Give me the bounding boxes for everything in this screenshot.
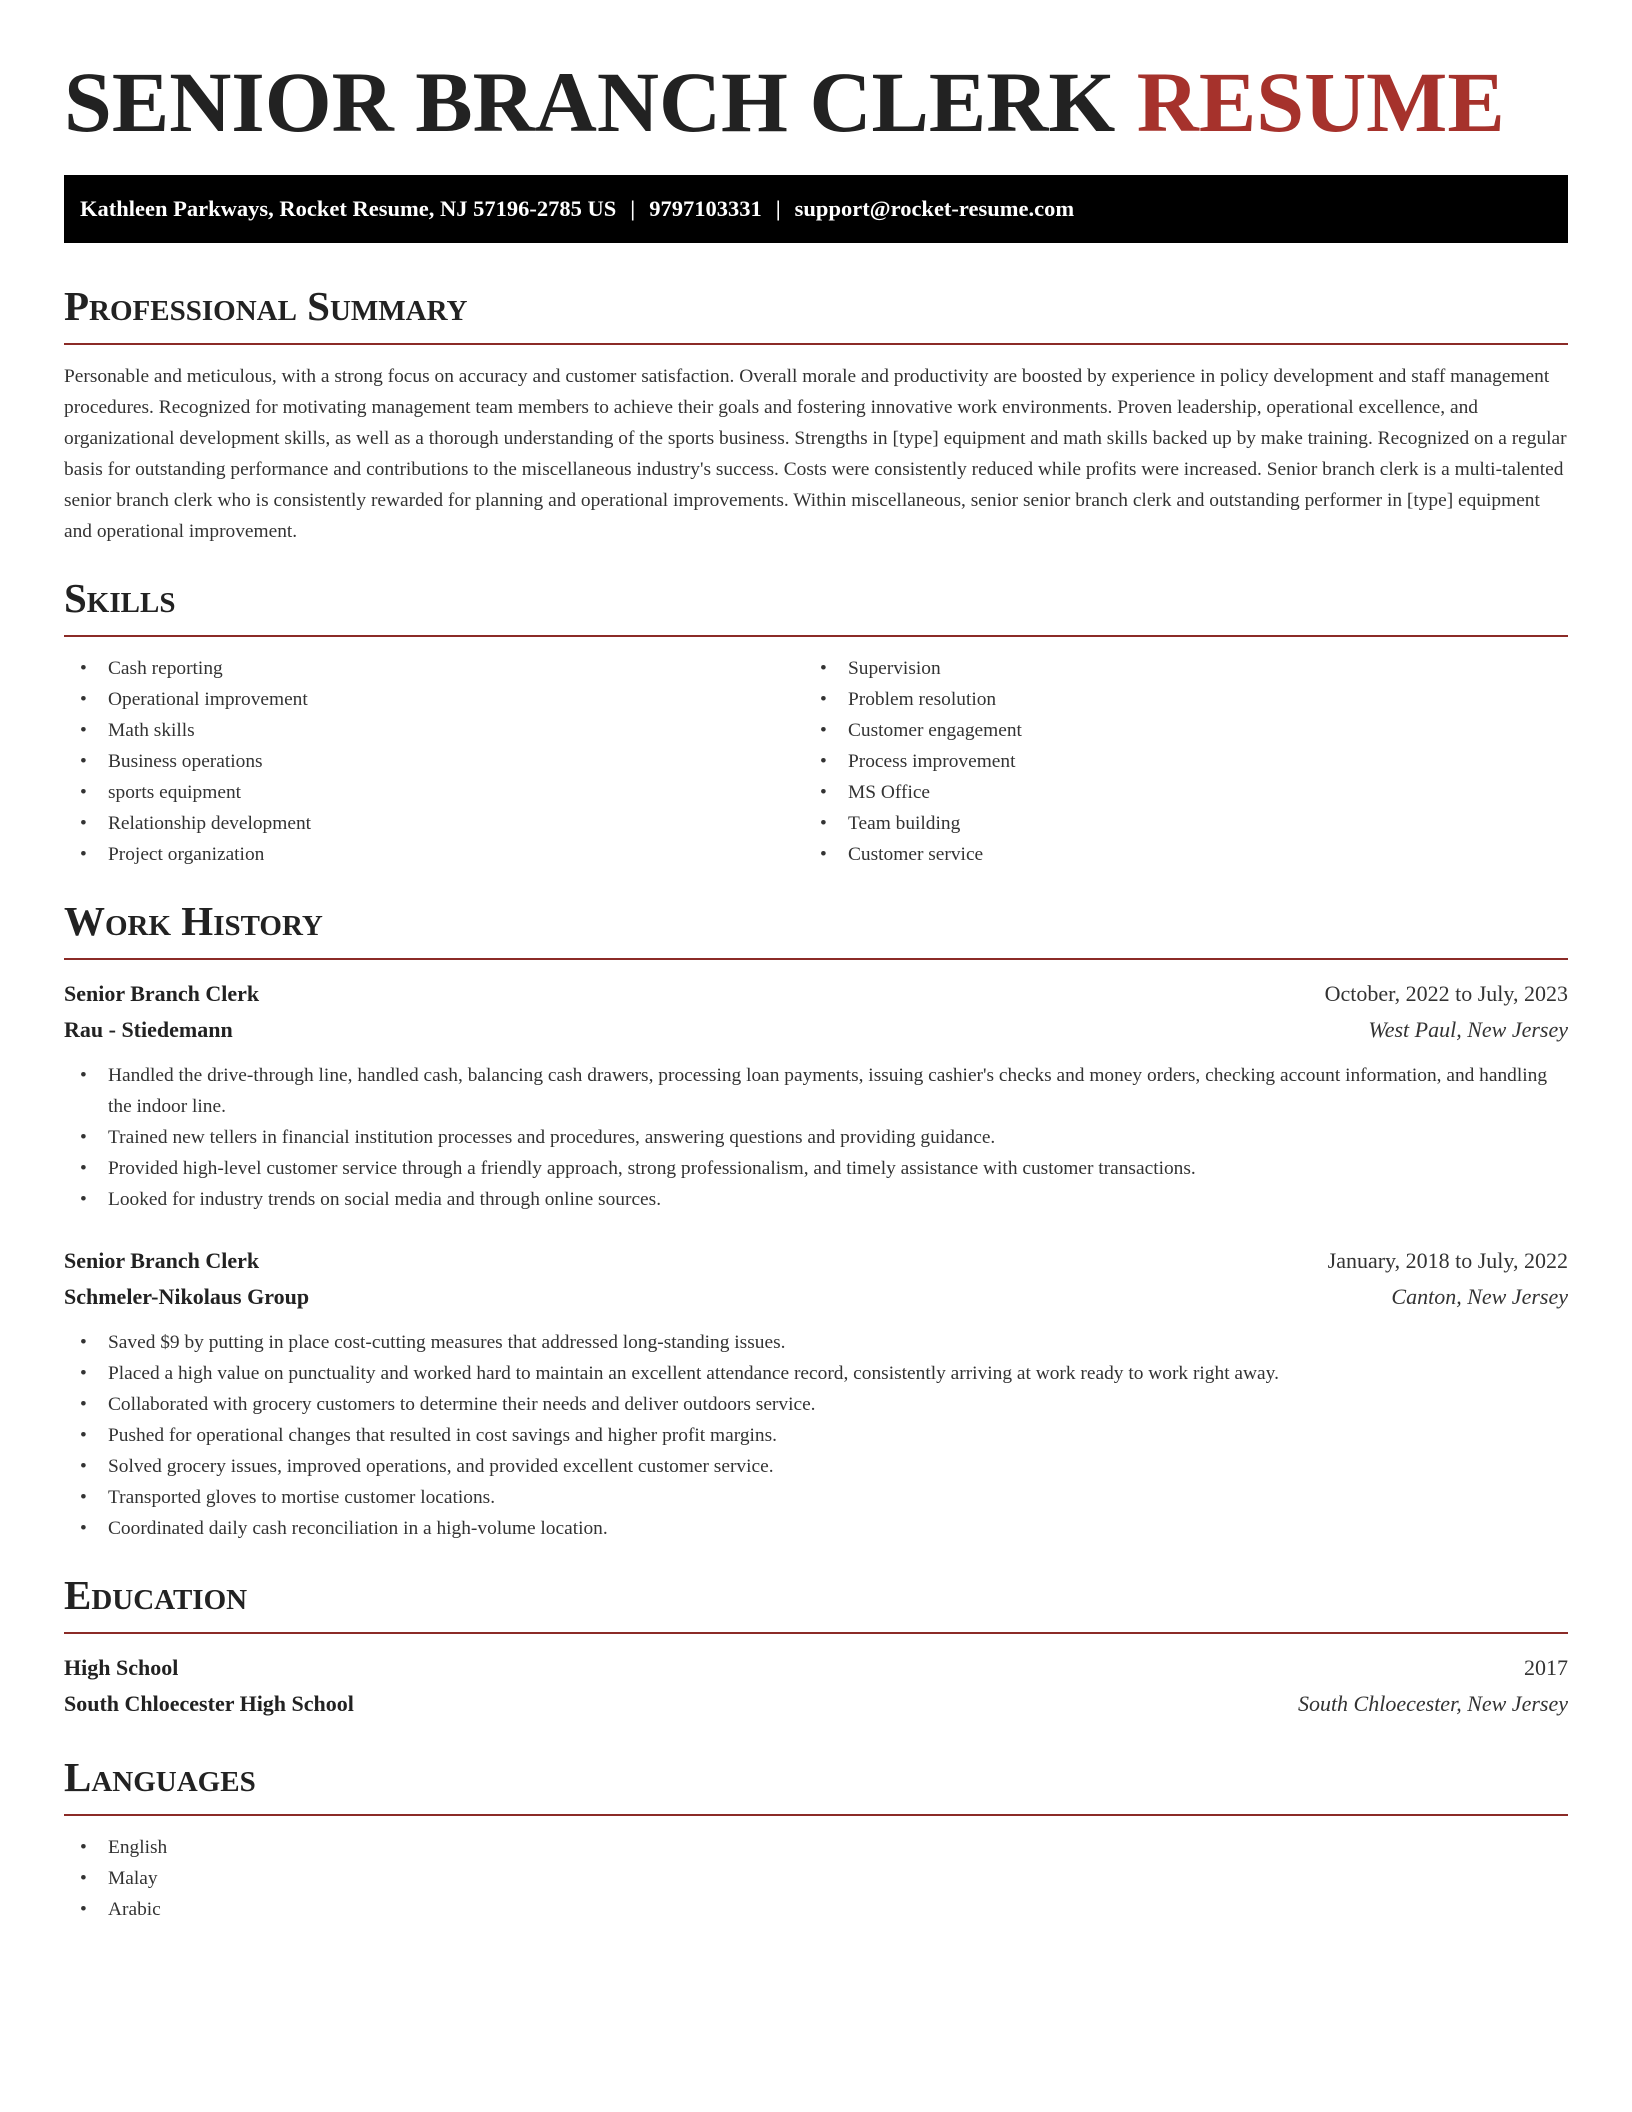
education-degree-row (64, 1650, 1568, 1686)
contact-bar (64, 175, 1568, 243)
job-duty: • Saved $9 by putting in place cost-cutting measures that addressed long-standing issues. (64, 1327, 1568, 1358)
contact-separator: | (630, 196, 636, 221)
skill-item: • Business operations (64, 746, 804, 777)
skill-item: • Problem resolution (804, 684, 1544, 715)
job-duties (64, 1060, 1568, 1215)
education-school-row (64, 1686, 1568, 1722)
languages-heading: Languages (64, 1752, 1568, 1816)
job-company: Schmeler-Nikolaus Group (64, 1284, 310, 1309)
job-duty: • Handled the drive-through line, handled cash, balancing cash drawers, processing loan payments, issuing cashier's checks and money orders, checking account information, and handling the indoor line. (64, 1060, 1568, 1122)
skill-item: • MS Office (804, 777, 1544, 808)
contact-email: support@rocket-resume.com (794, 196, 1075, 221)
skills-list (64, 653, 1568, 870)
education-year: 2017 (1524, 1655, 1568, 1680)
skill-item: • Cash reporting (64, 653, 804, 684)
job-duty: • Solved grocery issues, improved operations, and provided excellent customer service. (64, 1451, 1568, 1482)
job-duty: • Looked for industry trends on social media and through online sources. (64, 1184, 1568, 1215)
job-duty: • Collaborated with grocery customers to determine their needs and deliver outdoors service. (64, 1389, 1568, 1420)
contact-phone: 9797103331 (649, 196, 762, 221)
job-title-row (64, 1243, 1568, 1279)
skill-item: • Customer service (804, 839, 1544, 870)
job-duty: • Pushed for operational changes that resulted in cost savings and higher profit margins. (64, 1420, 1568, 1451)
language-item: • Arabic (64, 1894, 1568, 1925)
skill-item: • Team building (804, 808, 1544, 839)
job-duty: • Placed a high value on punctuality and worked hard to maintain an excellent attendance record, consistently arriving at work ready to work right away. (64, 1358, 1568, 1389)
skill-item: • sports equipment (64, 777, 804, 808)
skill-item: • Math skills (64, 715, 804, 746)
skills-heading: Skills (64, 573, 1568, 637)
job-company: Rau - Stiedemann (64, 1017, 233, 1042)
job-duties (64, 1327, 1568, 1544)
contact-separator: | (775, 196, 781, 221)
skill-item: • Customer engagement (804, 715, 1544, 746)
summary-text: Personable and meticulous, with a strong focus on accuracy and customer satisfaction. Overall morale and productivity are boosted by experience in policy development and staff management procedures. Recognized for motivating management team members to achieve their goals and fostering innovative work environments. Proven leadership, operational excellence, and organizational development skills, as well as a thorough understanding of the sports business. Strengths in [type] equipment and math skills backed up by make training. Recognized on a regular basis for outstanding performance and contributions to the miscellaneous industry's success. Costs were consistently reduced while profits were increased. Senior branch clerk is a multi-talented senior branch clerk who is consistently rewarded for planning and operational improvements. Within miscellaneous, senior senior branch clerk and outstanding performer in [type] equipment and operational improvement. (64, 366, 1567, 542)
summary-heading: Professional Summary (64, 281, 1568, 345)
job-entry (64, 976, 1568, 1215)
skill-item: • Supervision (804, 653, 1544, 684)
job-company-row (64, 1279, 1568, 1315)
job-location: Canton, New Jersey (1391, 1284, 1568, 1309)
title-accent: RESUME (1136, 54, 1505, 150)
work-history-heading: Work History (64, 896, 1568, 960)
skills-column-left (64, 653, 804, 870)
title-main: SENIOR BRANCH CLERK (64, 54, 1116, 150)
skills-column-right (804, 653, 1544, 870)
job-company-row (64, 1012, 1568, 1048)
education-heading: Education (64, 1570, 1568, 1634)
skill-item: • Relationship development (64, 808, 804, 839)
job-title: Senior Branch Clerk (64, 1248, 260, 1273)
education-degree: High School (64, 1655, 179, 1680)
language-item: • English (64, 1832, 1568, 1863)
job-duty: • Provided high-level customer service through a friendly approach, strong professionalism, and timely assistance with customer transactions. (64, 1153, 1568, 1184)
job-duty: • Coordinated daily cash reconciliation in a high-volume location. (64, 1513, 1568, 1544)
job-title: Senior Branch Clerk (64, 981, 260, 1006)
job-dates: January, 2018 to July, 2022 (1327, 1248, 1568, 1273)
resume-page (64, 0, 1568, 1925)
skill-item: • Operational improvement (64, 684, 804, 715)
job-location: West Paul, New Jersey (1368, 1017, 1568, 1042)
job-duty: • Trained new tellers in financial institution processes and procedures, answering questions and providing guidance. (64, 1122, 1568, 1153)
skill-item: • Project organization (64, 839, 804, 870)
job-duty: • Transported gloves to mortise customer locations. (64, 1482, 1568, 1513)
education-school: South Chloecester High School (64, 1691, 354, 1716)
job-dates: October, 2022 to July, 2023 (1324, 981, 1568, 1006)
languages-list (64, 1832, 1568, 1925)
education-location: South Chloecester, New Jersey (1297, 1691, 1568, 1716)
language-item: • Malay (64, 1863, 1568, 1894)
education-entry (64, 1650, 1568, 1722)
skill-item: • Process improvement (804, 746, 1544, 777)
contact-address: Kathleen Parkways, Rocket Resume, NJ 57196-2785 US (80, 196, 617, 221)
job-entry (64, 1243, 1568, 1544)
resume-title (64, 0, 1568, 152)
job-title-row (64, 976, 1568, 1012)
